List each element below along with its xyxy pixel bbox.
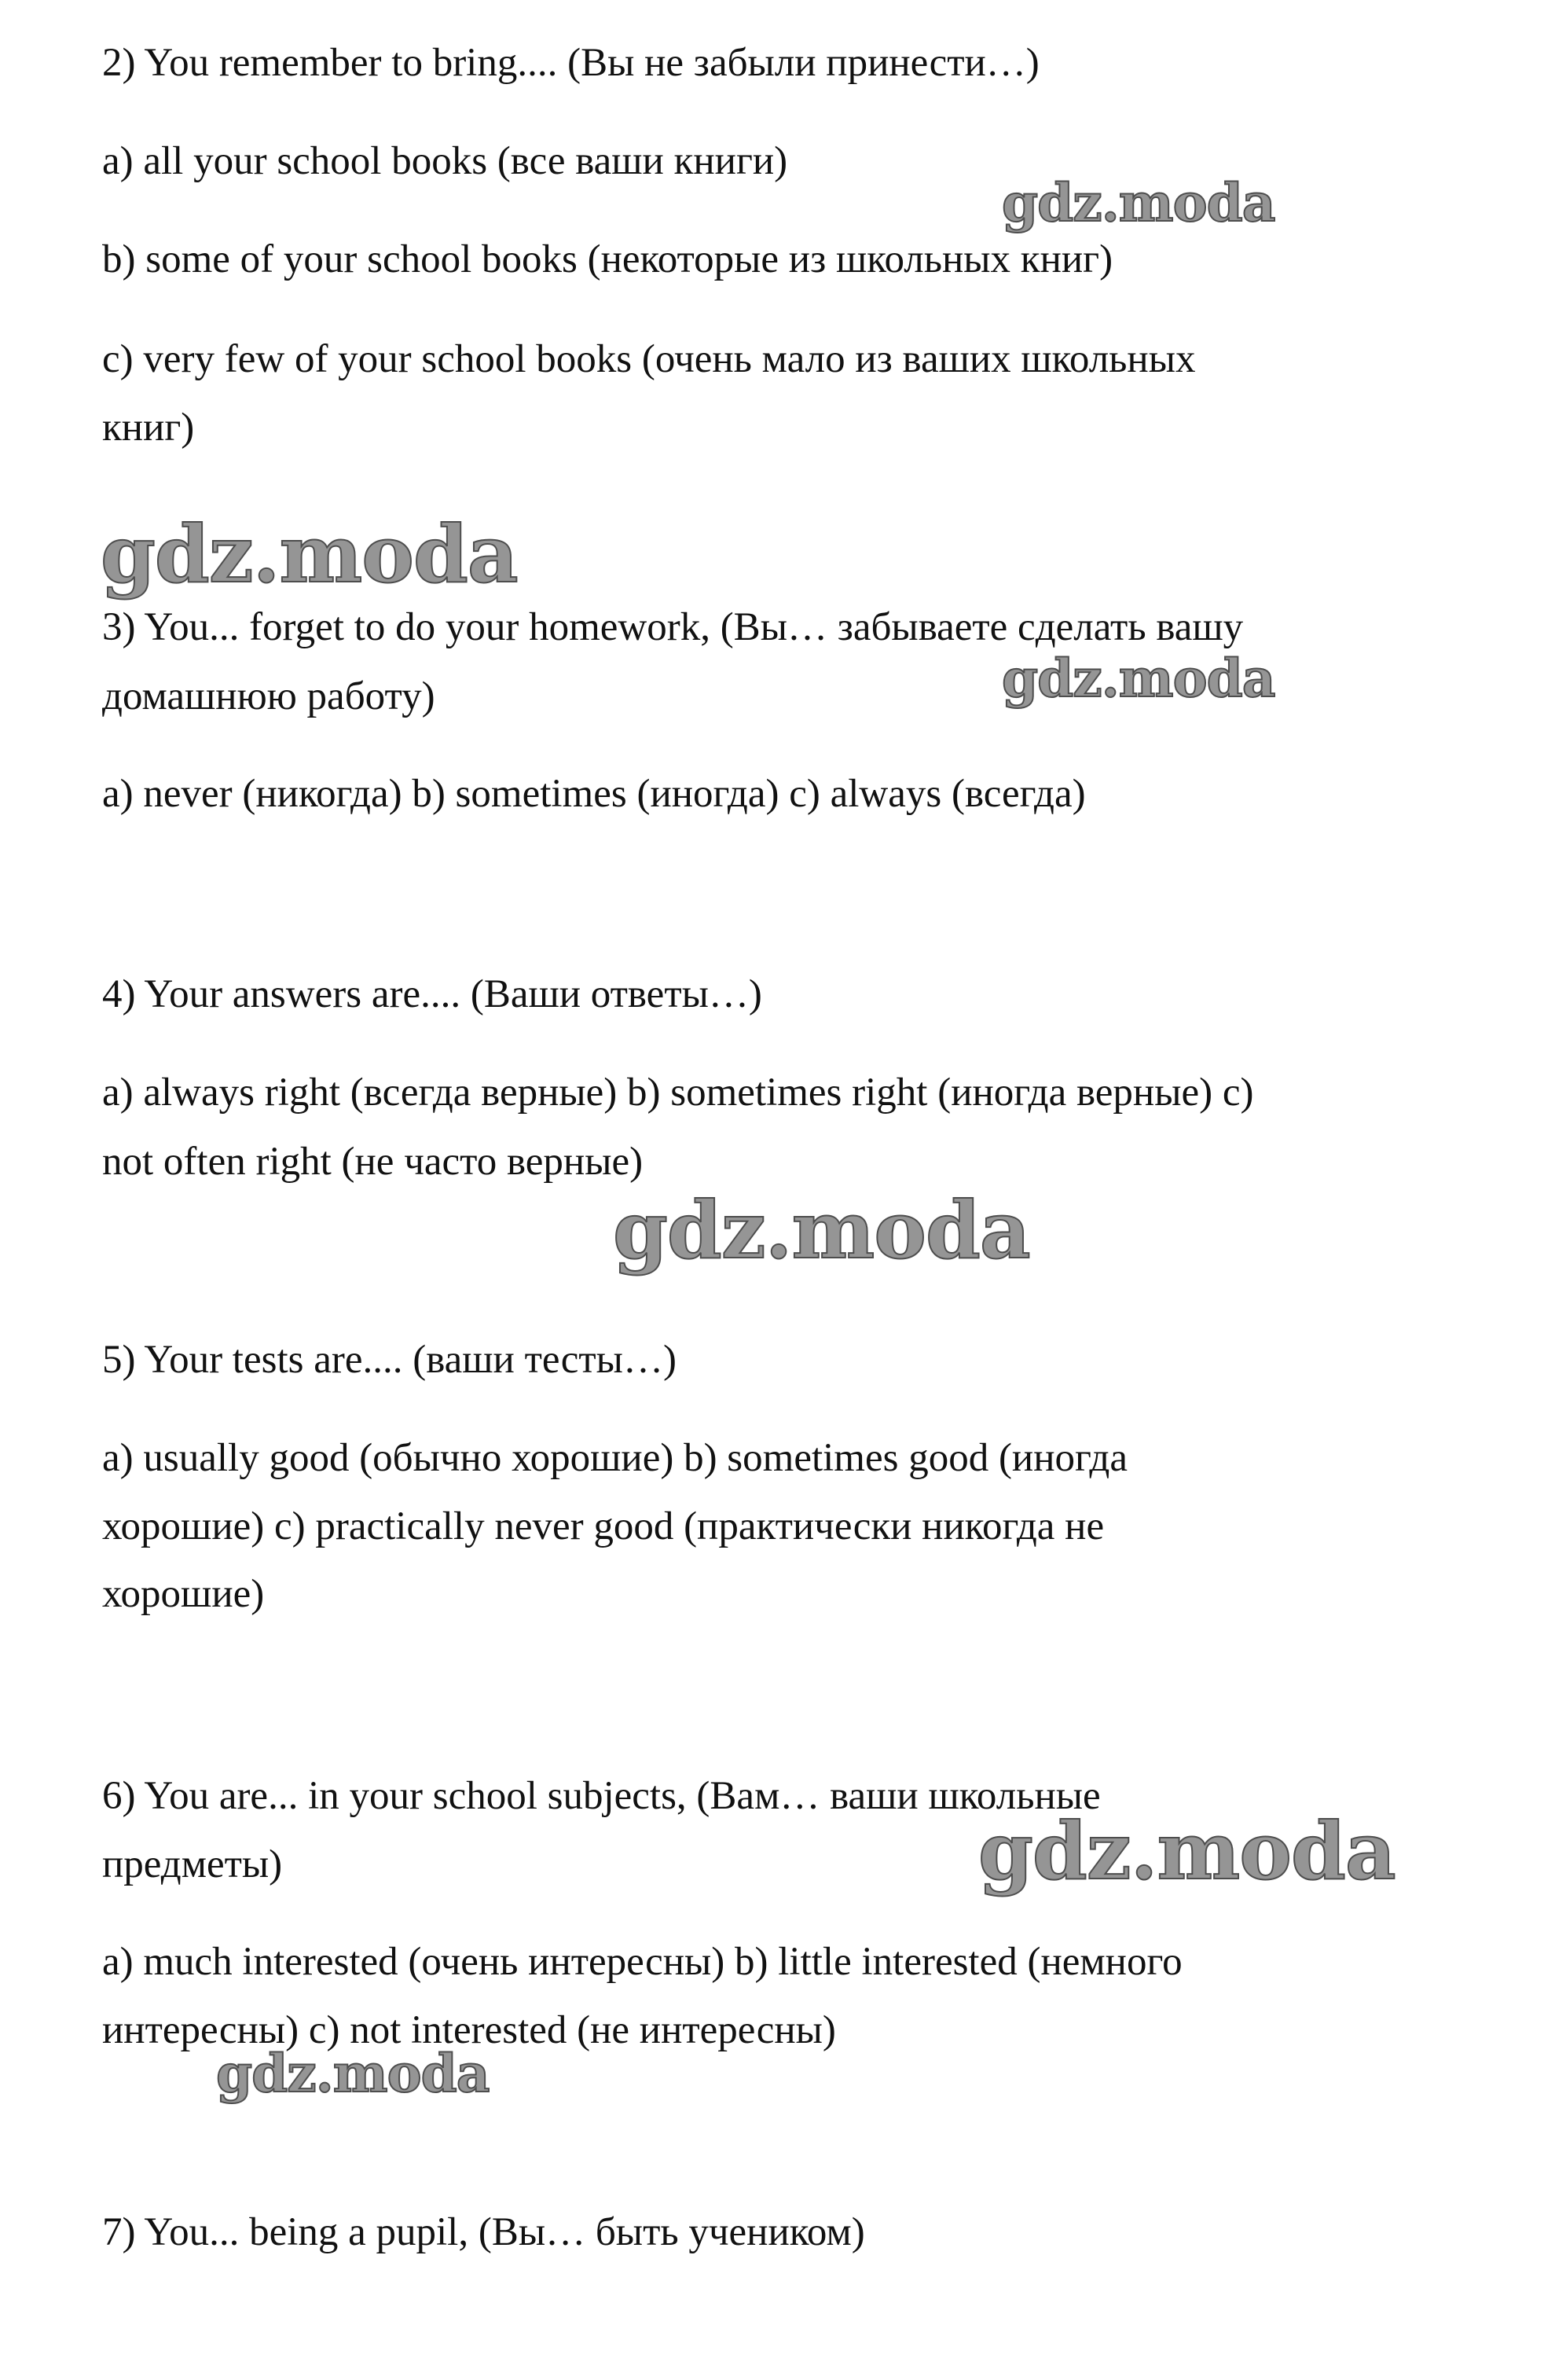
question-2-option-b: b) some of your school books (некоторые из школьных книг) — [102, 237, 1113, 281]
question-6-options-cont: интересны) c) not interested (не интересны) — [102, 2008, 836, 2052]
question-6-prompt-cont: предметы) — [102, 1842, 283, 1886]
question-4-options-cont: not often right (не часто верные) — [102, 1140, 644, 1184]
question-6-prompt: 6) You are... in your school subjects, (Вам… ваши школьные — [102, 1774, 1101, 1818]
watermark-logo: gdz.moda — [216, 2043, 490, 2104]
question-6-options: a) much interested (очень интересны) b) little interested (немного — [102, 1940, 1183, 1984]
watermark-logo: gdz.moda — [1002, 172, 1275, 233]
question-2-option-c-cont: книг) — [102, 406, 195, 450]
watermark-logo: gdz.moda — [978, 1805, 1395, 1897]
question-5-prompt: 5) Your tests are.... (ваши тесты…) — [102, 1338, 677, 1382]
question-5-options-cont: хорошие) c) practically never good (практически никогда не — [102, 1504, 1105, 1548]
question-3-prompt-cont: домашнюю работу) — [102, 674, 435, 718]
question-2-option-a: a) all your school books (все ваши книги) — [102, 139, 788, 183]
question-2-option-c: c) very few of your school books (очень мало из ваших школьных — [102, 337, 1196, 381]
watermark-logo: gdz.moda — [1002, 648, 1275, 709]
question-3-options: a) never (никогда) b) sometimes (иногда) c) always (всегда) — [102, 772, 1086, 816]
question-5-options-cont-2: хорошие) — [102, 1572, 265, 1616]
watermark-logo: gdz.moda — [613, 1184, 1030, 1276]
question-4-options: a) always right (всегда верные) b) sometimes right (иногда верные) c) — [102, 1071, 1254, 1115]
question-2-prompt: 2) You remember to bring.... (Вы не забыли принести…) — [102, 41, 1040, 85]
question-7-prompt: 7) You... being a pupil, (Вы… быть учеником) — [102, 2210, 865, 2254]
question-5-options: a) usually good (обычно хорошие) b) sometimes good (иногда — [102, 1436, 1128, 1480]
question-4-prompt: 4) Your answers are.... (Ваши ответы…) — [102, 972, 762, 1016]
watermark-logo: gdz.moda — [101, 508, 518, 601]
question-3-prompt: 3) You... forget to do your homework, (Вы… забываете сделать вашу — [102, 605, 1244, 649]
